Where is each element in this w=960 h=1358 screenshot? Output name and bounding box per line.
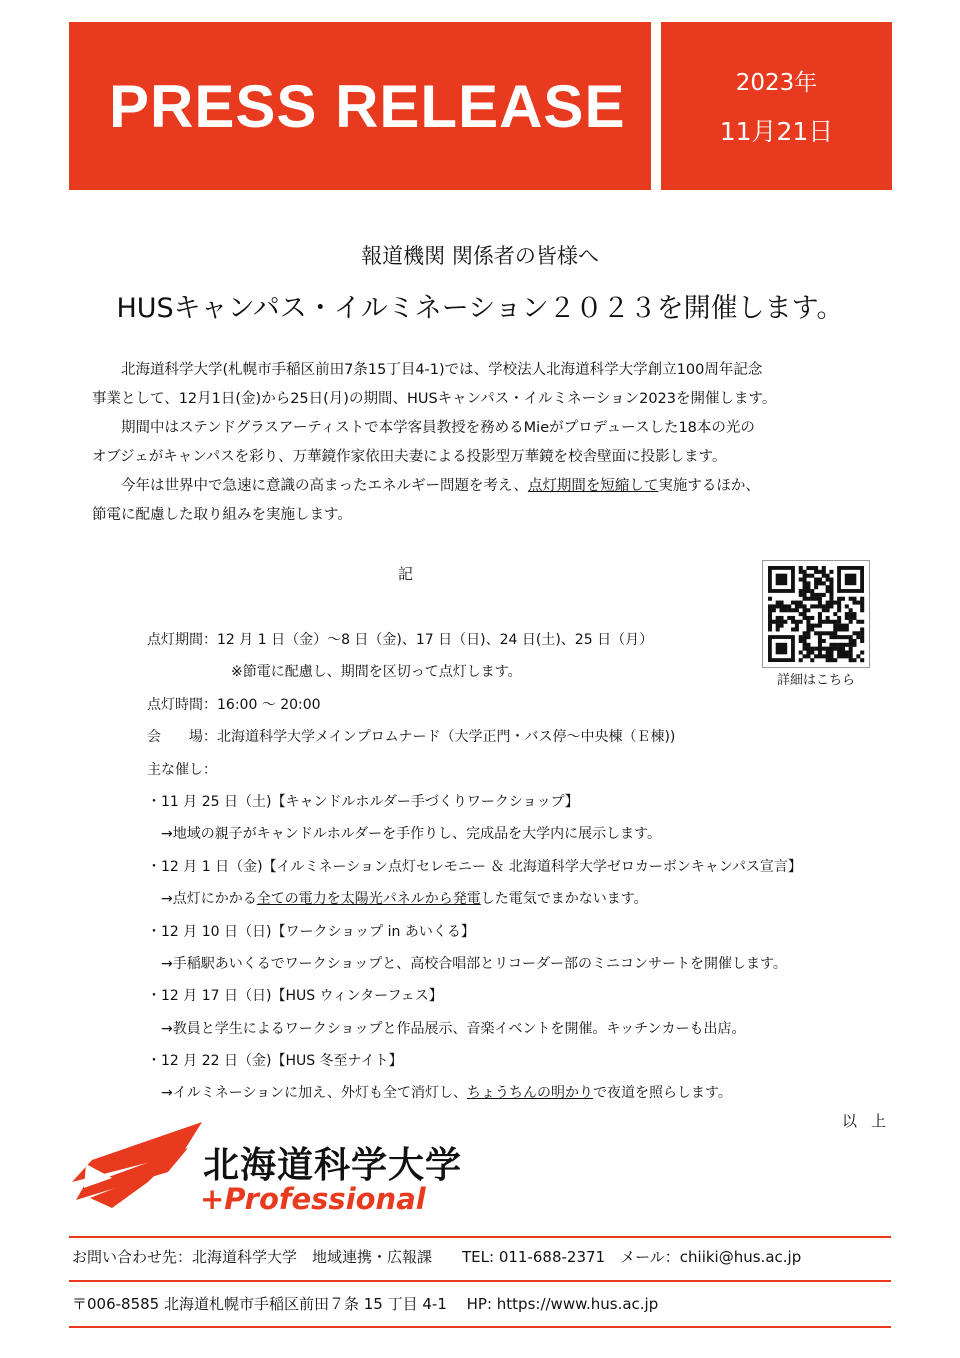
release-year: 2023年 bbox=[735, 70, 818, 96]
body-text bbox=[92, 356, 882, 530]
headline: HUSキャンパス・イルミネーション２０２３を開催します。 bbox=[116, 293, 844, 324]
event-desc: →イルミネーションに加え、外灯も全て消灯し、ちょうちんの明かりで夜道を照らします。 bbox=[161, 1085, 732, 1102]
university-logo-icon bbox=[72, 1120, 204, 1210]
qr-caption: 詳細はこちら bbox=[776, 673, 855, 688]
ki-marker: 記 bbox=[398, 565, 414, 583]
event-item: ・12 月 1 日（金)【イルミネーション点灯セレモニー ＆ 北海道科学大学ゼロカーボンキャンパス宣言】 bbox=[147, 858, 802, 875]
contact-info: お問い合わせ先：北海道科学大学 地域連携・広報課 TEL: 011-688-2371 メール：chiiki@hus.ac.jp bbox=[72, 1248, 802, 1266]
body-line: 今年は世界中で急速に意識の高まったエネルギー問題を考え、点灯期間を短縮して実施するほか、 bbox=[121, 478, 760, 494]
press-release-title: PRESS RELEASE bbox=[109, 73, 626, 140]
lighting-period: 点灯期間：12 月 1 日（金）～8 日（金)、17 日（日)、24 日(土)、25 日（月） bbox=[147, 632, 654, 648]
event-desc: →地域の親子がキャンドルホルダーを手作りし、完成品を大学内に展示します。 bbox=[161, 826, 662, 843]
release-date: 11月21日 bbox=[719, 117, 834, 146]
footer-divider bbox=[69, 1326, 891, 1328]
lighting-period-note: ※節電に配慮し、期間を区切って点灯します。 bbox=[231, 664, 522, 681]
body-line: 北海道科学大学(札幌市手稲区前田7条15丁目4-1)では、学校法人北海道科学大学創立100周年記念 bbox=[121, 362, 763, 378]
event-desc: →手稲駅あいくるでワークショップと、高校合唱部とリコーダー部のミニコンサートを開催します。 bbox=[161, 955, 787, 972]
body-line: 節電に配慮した取り組みを実施します。 bbox=[92, 507, 352, 523]
footer-divider bbox=[69, 1280, 891, 1282]
event-item: ・11 月 25 日（土)【キャンドルホルダー手づくりワークショップ】 bbox=[147, 793, 579, 810]
university-logo-tagline: +Professional bbox=[200, 1182, 426, 1216]
event-details bbox=[147, 624, 802, 1110]
underlined-text: 全ての電力を太陽光パネルから発電 bbox=[256, 891, 481, 908]
underlined-text: ちょうちんの明かり bbox=[467, 1085, 594, 1102]
lighting-time: 点灯時間：16:00 ～ 20:00 bbox=[147, 696, 321, 713]
event-desc: →点灯にかかる全ての電力を太陽光パネルから発電した電気でまかないます。 bbox=[161, 891, 648, 908]
event-item: ・12 月 17 日（日)【HUS ウィンターフェス】 bbox=[147, 988, 443, 1005]
university-logo-name: 北海道科学大学 bbox=[203, 1145, 463, 1186]
greeting: 報道機関 関係者の皆様へ bbox=[361, 244, 599, 268]
event-item: ・12 月 10 日（日)【ワークショップ in あいくる】 bbox=[147, 923, 475, 940]
event-desc: →教員と学生によるワークショップと作品展示、音楽イベントを開催。キッチンカーも出店。 bbox=[161, 1020, 746, 1037]
closing-mark: 以上 bbox=[842, 1112, 901, 1130]
body-line: オブジェがキャンパスを彩り、万華鏡作家依田夫妻による投影型万華鏡を校舎壁面に投影します。 bbox=[92, 449, 727, 465]
footer-divider bbox=[69, 1236, 891, 1238]
press-release-banner bbox=[69, 22, 651, 190]
venue: 会 場：北海道科学大学メインプロムナード（大学正門・バス停～中央棟（Ｅ棟)) bbox=[147, 729, 676, 746]
events-label: 主な催し： bbox=[147, 761, 217, 778]
body-line: 事業として、12月1日(金)から25日(月)の期間、HUSキャンパス・イルミネーション2023を開催します。 bbox=[92, 391, 777, 407]
body-line: 期間中はステンドグラスアーティストで本学客員教授を務めるMieがプロデュースした18本の光の bbox=[121, 420, 755, 436]
address-info: 〒006-8585 北海道札幌市手稲区前田７条 15 丁目 4-1 HP: https://www.hus.ac.jp bbox=[72, 1295, 659, 1313]
underlined-text: 点灯期間を短縮して bbox=[527, 478, 659, 494]
event-item: ・12 月 22 日（金)【HUS 冬至ナイト】 bbox=[147, 1053, 403, 1070]
release-date-box bbox=[661, 22, 892, 190]
